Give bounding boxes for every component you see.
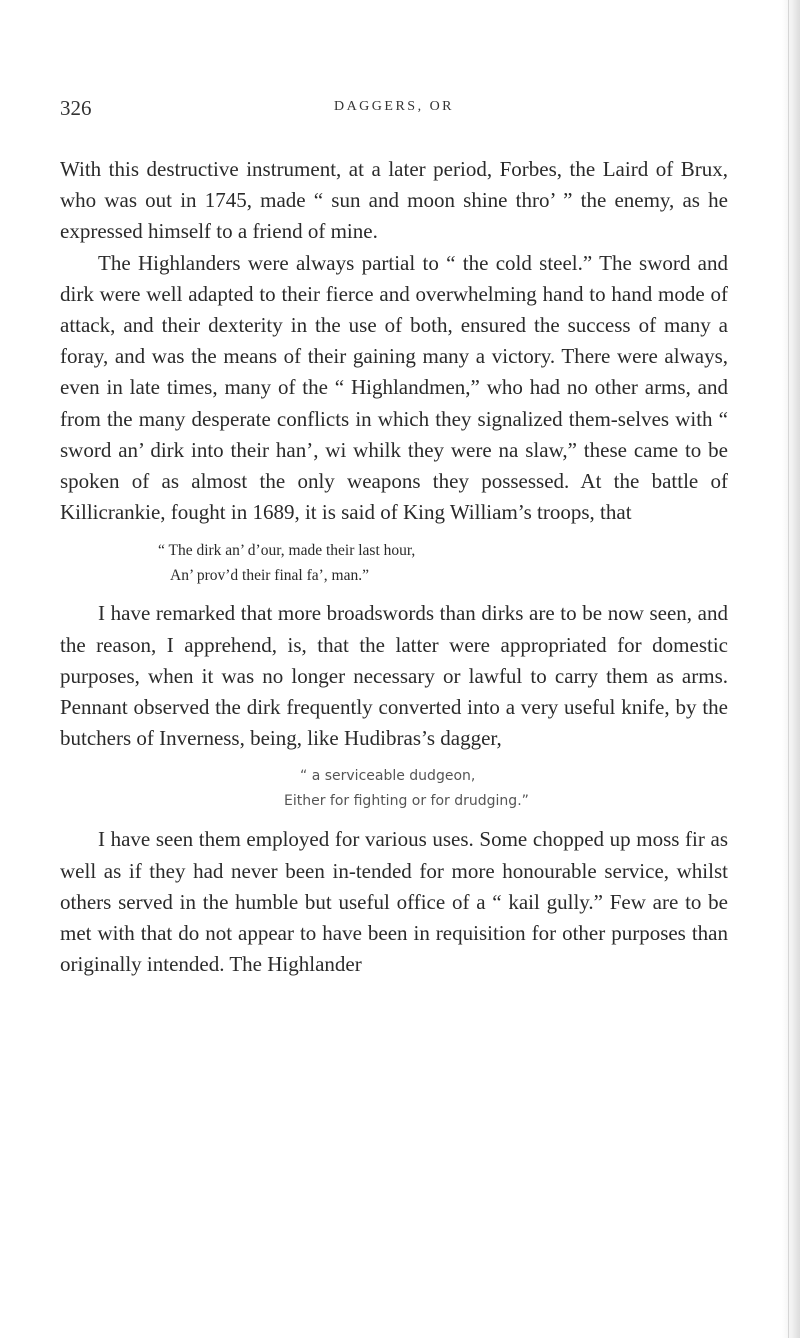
verse-quote-1	[60, 538, 728, 588]
paragraph-3: I have remarked that more broadswords than dirks are to be now seen, and the reason, I apprehend, is, that the latter were appropriated for domestic purposes, when it was no longer necessary or lawful to carry them as arms. Pennant observed the dirk frequently converted into a very useful knife, by the butchers of Inverness, being, like Hudibras’s dagger,	[60, 601, 728, 751]
verse-line: An’ prov’d their final fa’, man.”	[170, 567, 369, 585]
page-edge	[782, 0, 800, 1338]
verse-line: Either for fighting or for drudging.”	[284, 793, 529, 810]
page-number: 326	[60, 96, 92, 120]
verse-line: “ The dirk an’ d’our, made their last hour,	[158, 542, 416, 560]
verse-line: “ a serviceable dudgeon,	[300, 768, 476, 785]
paragraph-4: I have seen them employed for various uses. Some chopped up moss fir as well as if they had never been in-tended for more honourable service, whilst others served in the humble but useful office of a “ kail gully.” Few are to be met with that do not appear to have been in requisition for other purposes than originally intended. The Highlander	[60, 827, 728, 977]
paragraph-1: With this destructive instrument, at a later period, Forbes, the Laird of Brux, who was out in 1745, made “ sun and moon shine thro’ ” the enemy, as he expressed himself to a friend of mine.	[60, 157, 728, 244]
page-body	[60, 154, 728, 980]
book-page	[60, 96, 728, 980]
verse-quote-2	[60, 764, 728, 814]
page-header	[60, 96, 728, 130]
running-head: DAGGERS, OR	[333, 99, 455, 114]
paragraph-2: The Highlanders were always partial to “ the cold steel.” The sword and dirk were well adapted to their fierce and overwhelming hand to hand mode of attack, and their dexterity in the use of both, ensured the success of many a foray, and was the means of their gaining many a victory. There were always, even in late times, many of the “ Highlandmen,” who had no other arms, and from the many desperate conflicts in which they signalized them-selves with “ sword an’ dirk into their han’, wi whilk they were na slaw,” these came to be spoken of as almost the only weapons they possessed. At the battle of Killicrankie, fought in 1689, it is said of King William’s troops, that	[60, 250, 728, 525]
